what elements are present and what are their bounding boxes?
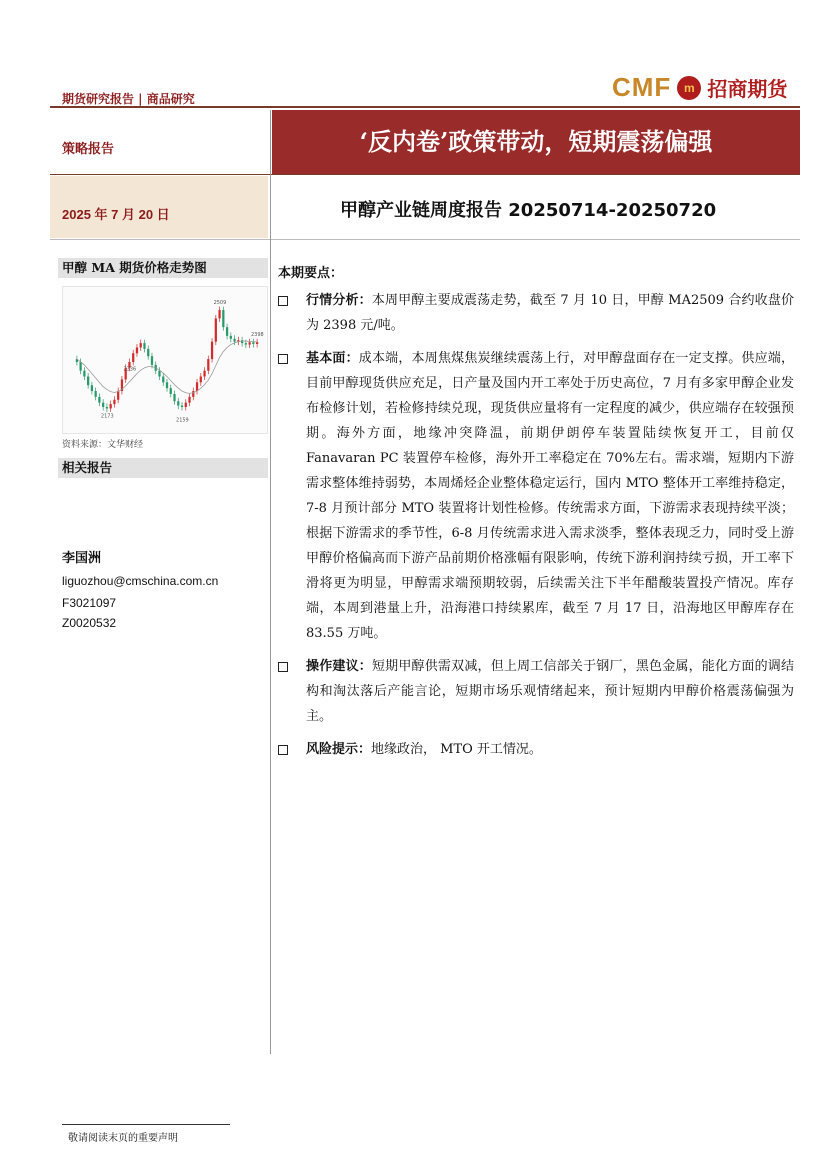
candle-body — [185, 403, 187, 407]
candle-body — [117, 391, 119, 400]
candle-body — [188, 397, 190, 403]
candle-body — [136, 347, 138, 353]
logo-emblem-icon: m — [677, 76, 701, 100]
author-email[interactable]: liguozhou@cmschina.com.cn — [62, 574, 219, 588]
candle-body — [170, 388, 172, 394]
candle-body — [162, 377, 164, 383]
price-tag-label: 2509 — [213, 300, 227, 307]
checkbox-bullet-icon — [278, 296, 288, 306]
price-chart — [62, 286, 268, 434]
candle-body — [230, 336, 232, 339]
candle-body — [192, 391, 194, 397]
candle-body — [140, 343, 142, 347]
footer-rule — [62, 1124, 230, 1125]
candle-body — [106, 407, 108, 408]
candle-body — [132, 353, 134, 362]
candle-body — [91, 385, 93, 391]
candle-body — [158, 371, 160, 377]
key-point-item — [278, 737, 794, 762]
candle-body — [102, 403, 104, 407]
candle-body — [222, 310, 224, 327]
author-license-f: F3021097 — [62, 596, 117, 610]
checkbox-bullet-icon — [278, 662, 288, 672]
candle-body — [196, 382, 198, 391]
candle-body — [211, 342, 213, 359]
candle-body — [95, 391, 97, 397]
candle-body — [203, 371, 205, 377]
key-point-text: 短期甲醇供需双减，但上周工信部关于钢厂，黑色金属，能化方面的调结构和淘汰落后产能言论，短期市场乐观情绪起来，预计短期内甲醇价格震荡偏强为主。 — [306, 659, 794, 724]
report-subtitle: 甲醇产业链周度报告 20250714-20250720 — [340, 200, 717, 221]
candle-body — [233, 339, 235, 342]
candle-body — [87, 377, 89, 386]
candle-body — [218, 310, 220, 318]
header-rule — [50, 106, 800, 108]
key-point-label: 行情分析： — [306, 293, 372, 308]
key-point-text: 本周甲醇主要成震荡走势，截至 7 月 10 日，甲醇 MA2509 合约收盘价为 2398 元/吨。 — [306, 293, 794, 333]
strategy-label: 策略报告 — [62, 142, 115, 157]
footer-disclaimer: 敬请阅读末页的重要声明 — [68, 1133, 178, 1144]
candle-body — [147, 349, 149, 356]
candle-body — [80, 362, 82, 371]
key-points-list — [278, 288, 794, 770]
author-license-z: Z0020532 — [62, 616, 117, 630]
key-point-text: 成本端，本周焦煤焦炭继续震荡上行，对甲醇盘面存在一定支撑。供应端，目前甲醇现货供应充足，日产量及国内开工率处于历史高位，7 月有多家甲醇企业发布检修计划，若检修持续兑现，现货供应量将有一定程度的减少，供应端存在较强预期。海外方面，地缘冲突降温，前期伊朗停车装置陆续恢复开工，目前仅 Fanavaran PC 装置停车检修，海外开工率稳定在 70%左右。需求端，短期内下游需求整体维持弱势，本周烯烃企业整体稳定运行，国内 MTO 整体开工率维持稳定， 7-8 月预计部分 MTO 装置将计划性检修。传统需求方面，下游需求表现持续平淡；根据下游需求的季节性，6-8 月传统需求进入需求淡季，整体表现乏力，同时受上游甲醇价格偏高而下游产品前期价格涨幅有限影响，传统下游利润持续亏损，开工率下滑将更为明显，甲醇需求端预期较弱，后续需关注下半年醋酸装置投产情况。库存端，本周到港量上升，沿海港口持续累库，截至 7 月 17 日，沿海地区甲醇库存在 83.55 万吨。 — [306, 351, 794, 641]
candle-body — [207, 359, 209, 371]
key-points-label: 本期要点： — [278, 266, 344, 281]
candle-body — [110, 404, 112, 408]
key-point-item — [278, 654, 794, 729]
price-tag-label: 2398 — [251, 332, 264, 339]
company-logo — [612, 72, 787, 103]
price-tag-label: 2173 — [100, 413, 114, 420]
logo-cmf: CMF — [612, 72, 672, 102]
key-point-item — [278, 288, 794, 338]
key-point-item — [278, 346, 794, 646]
key-point-text: 地缘政治， MTO 开工情况。 — [371, 742, 542, 757]
candle-body — [245, 343, 247, 344]
price-tag-label: 2159 — [176, 417, 189, 424]
candle-body — [173, 394, 175, 401]
logo-cn-name: 招商期货 — [707, 77, 788, 101]
candle-body — [83, 371, 85, 377]
candle-body — [151, 356, 153, 365]
chart-heading: 甲醇 MA 期货价格走势图 — [58, 258, 268, 278]
key-point-label: 操作建议： — [306, 659, 372, 674]
related-reports-heading: 相关报告 — [58, 458, 268, 478]
key-point-label: 风险提示： — [306, 742, 372, 757]
price-tag-label: 2336 — [123, 366, 137, 373]
report-date: 2025 年 7 月 20 日 — [62, 207, 170, 222]
chart-source: 资料来源：文华财经 — [62, 440, 144, 450]
candle-body — [248, 342, 250, 344]
column-divider — [270, 110, 271, 1054]
subtitle-rule — [50, 239, 800, 240]
candle-body — [215, 318, 217, 341]
price-chart-svg — [63, 287, 267, 433]
report-title: ‘反内卷’政策带动，短期震荡偏强 — [272, 110, 800, 174]
candle-body — [113, 400, 115, 404]
checkbox-bullet-icon — [278, 354, 288, 364]
title-rule — [50, 174, 800, 175]
candle-body — [226, 327, 228, 336]
candle-body — [177, 401, 179, 405]
candle-body — [166, 382, 168, 388]
candle-body — [200, 377, 202, 383]
report-category: 期货研究报告 | 商品研究 — [62, 92, 195, 106]
key-point-label: 基本面： — [306, 351, 359, 366]
candle-body — [98, 397, 100, 403]
candle-body — [241, 340, 243, 343]
author-name: 李国洲 — [62, 551, 102, 566]
candle-body — [181, 406, 183, 407]
checkbox-bullet-icon — [278, 745, 288, 755]
candle-body — [256, 342, 258, 344]
candle-body — [143, 343, 145, 349]
candle-body — [252, 342, 254, 344]
